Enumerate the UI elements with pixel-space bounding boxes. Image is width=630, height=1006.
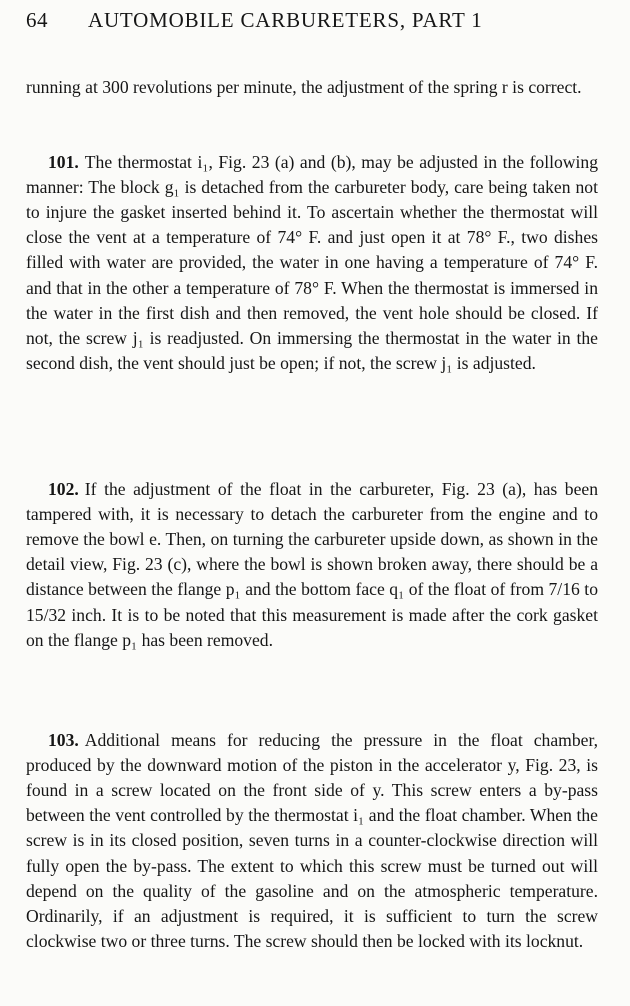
paragraph-number: 103. (48, 729, 79, 750)
paragraph-continuation (26, 75, 598, 100)
paragraph-text: Additional means for reducing the pressure in the float chamber, produced by the downward motion of the piston in the accelerator y, Fig. 23, is found in a screw located on the front side of y. This screw enters a by-pass between the vent controlled by the thermostat i₁ and the float chamber. When the screw is in its closed position, seven turns in a counter-clockwise direction will fully open the by-pass. The extent to which this screw must be turned out will depend on the quality of the gasoline and on the atmospheric temperature. Ordinarily, if an adjustment is required, it is sufficient to turn the screw clockwise two or three turns. The screw should then be locked with its locknut. (26, 729, 598, 952)
paragraph-text: running at 300 revolutions per minute, the adjustment of the spring r is correct. (26, 76, 582, 97)
paragraph-text: The thermostat i₁, Fig. 23 (a) and (b), may be adjusted in the following manner: The block g₁ is detached from the carbureter body, care being taken not to injure the gasket inserted behind it. To ascertain whether the thermostat will close the vent at a temperature of 74° F. and just open it at 78° F., two dishes filled with water are provided, the water in one having a temperature of 74° F. and that in the other a temperature of 78° F. When the thermostat is immersed in the water in the first dish and then removed, the vent hole should be closed. If not, the screw j₁ is readjusted. On immersing the thermostat in the water in the second dish, the vent should just be open; if not, the screw j₁ is adjusted. (26, 151, 598, 374)
running-title: AUTOMOBILE CARBURETERS, PART 1 (88, 8, 483, 32)
paragraph-number: 102. (48, 478, 79, 499)
paragraph-number: 101. (48, 151, 79, 172)
paragraph-102 (26, 477, 598, 653)
page-header (26, 8, 606, 38)
paragraph-text: If the adjustment of the float in the carbureter, Fig. 23 (a), has been tampered with, it is necessary to detach the carbureter from the engine and to remove the bowl e. Then, on turning the carbureter upside down, as shown in the detail view, Fig. 23 (c), where the bowl is shown broken away, there should be a distance between the flange p₁ and the bottom face q₁ of the float of from 7/16 to 15/32 inch. It is to be noted that this measurement is made after the cork gasket on the flange p₁ has been removed. (26, 478, 598, 650)
page-number: 64 (26, 8, 48, 32)
paragraph-101 (26, 150, 598, 377)
paragraph-103 (26, 728, 598, 955)
